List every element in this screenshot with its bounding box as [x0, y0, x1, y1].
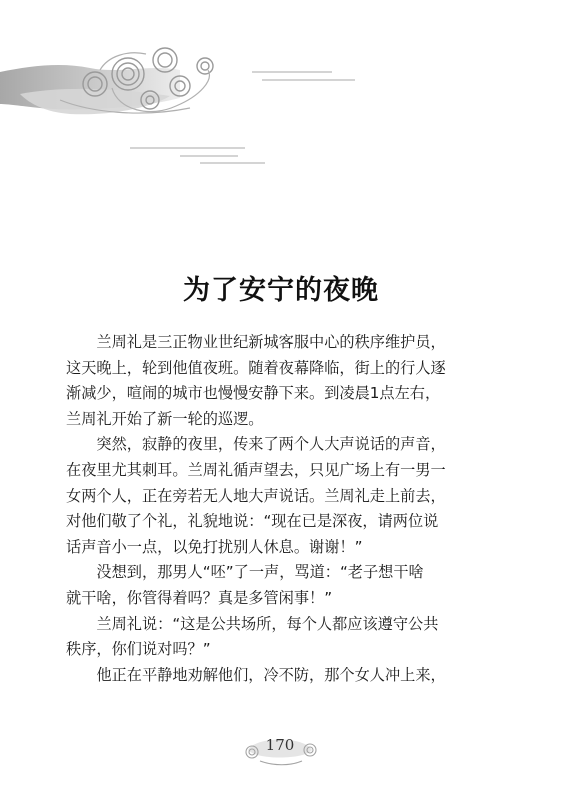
page-number: 170 [265, 736, 295, 754]
paragraph: 兰周礼说：“这是公共场所，每个人都应该遵守公共 秩序，你们说对吗？” [66, 614, 439, 659]
chapter-title: 为了安宁的夜晚 [183, 275, 379, 307]
paragraph: 兰周礼是三正物业世纪新城客服中心的秩序维护员， 这天晚上，轮到他值夜班。随着夜幕降临，街上的行人逐 渐减少，喧闹的城市也慢慢安静下来。到凌晨1点左右， 兰周礼开始了新一轮的巡逻。 [66, 333, 446, 428]
cloud-header-ornament [0, 0, 562, 180]
page-footer [230, 728, 330, 768]
body-text [66, 330, 476, 688]
paragraph: 没想到，那男人“呸”了一声，骂道：“老子想干啥 就干啥，你管得着吗？真是多管闲事！” [66, 563, 424, 607]
paragraph: 突然，寂静的夜里，传来了两个人大声说话的声音， 在夜里尤其刺耳。兰周礼循声望去，只见广场上有一男一 女两个人，正在旁若无人地大声说话。兰周礼走上前去， 对他们敬了个礼，礼貌地说：“现在已是深夜，请两位说 话声音小一点，以免打扰别人休息。谢谢！” [66, 435, 446, 556]
paragraph: 他正在平静地劝解他们，冷不防，那个女人冲上来， [96, 665, 446, 684]
